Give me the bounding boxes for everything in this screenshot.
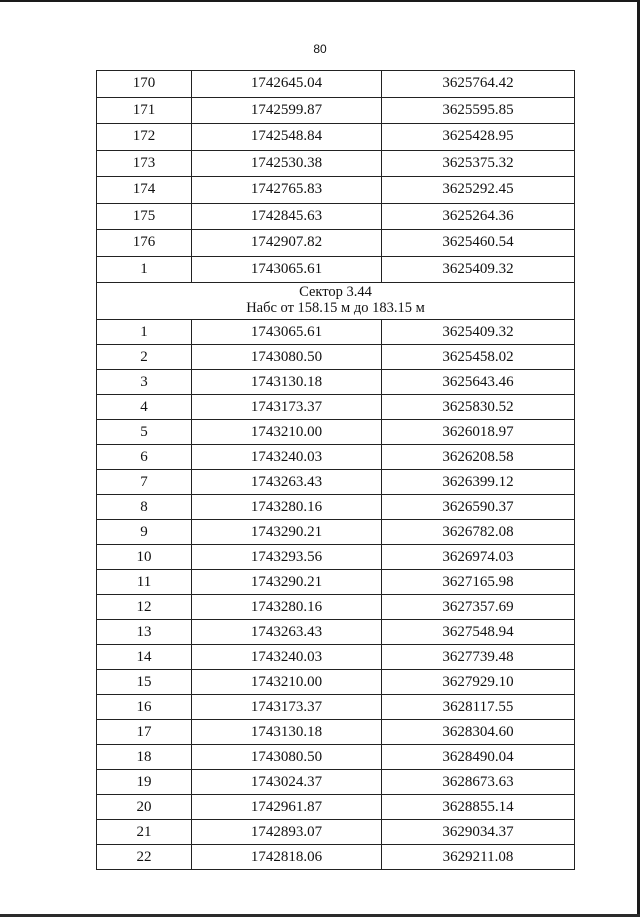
- y-coordinate-cell: 3627357.69: [382, 595, 575, 620]
- table-row: [97, 150, 575, 177]
- table-body-before: [97, 71, 575, 283]
- y-coordinate-cell: 3625460.54: [382, 230, 575, 257]
- point-number-cell: 4: [97, 395, 192, 420]
- y-coordinate-cell: 3625409.32: [382, 320, 575, 345]
- sector-header-row: [97, 283, 575, 320]
- point-number-cell: 13: [97, 620, 192, 645]
- x-coordinate-cell: 1742818.06: [192, 845, 382, 870]
- y-coordinate-cell: 3628673.63: [382, 770, 575, 795]
- x-coordinate-cell: 1742893.07: [192, 820, 382, 845]
- table-row: [97, 470, 575, 495]
- table-row: [97, 595, 575, 620]
- sector-range: Набс от 158.15 м до 183.15 м: [246, 300, 425, 316]
- point-number-cell: 170: [97, 71, 192, 98]
- scan-border-top: [0, 0, 640, 2]
- x-coordinate-cell: 1742530.38: [192, 150, 382, 177]
- point-number-cell: 1: [97, 256, 192, 283]
- point-number-cell: 10: [97, 545, 192, 570]
- point-number-cell: 20: [97, 795, 192, 820]
- x-coordinate-cell: 1743210.00: [192, 420, 382, 445]
- table-row: [97, 745, 575, 770]
- point-number-cell: 174: [97, 177, 192, 204]
- point-number-cell: 11: [97, 570, 192, 595]
- y-coordinate-cell: 3625292.45: [382, 177, 575, 204]
- coordinates-table: [96, 70, 575, 870]
- point-number-cell: 7: [97, 470, 192, 495]
- sector-header-cell: [97, 283, 575, 320]
- x-coordinate-cell: 1743065.61: [192, 320, 382, 345]
- y-coordinate-cell: 3626208.58: [382, 445, 575, 470]
- x-coordinate-cell: 1743240.03: [192, 645, 382, 670]
- point-number-cell: 1: [97, 320, 192, 345]
- y-coordinate-cell: 3627739.48: [382, 645, 575, 670]
- table-row: [97, 97, 575, 124]
- table-row: [97, 670, 575, 695]
- point-number-cell: 9: [97, 520, 192, 545]
- x-coordinate-cell: 1743210.00: [192, 670, 382, 695]
- y-coordinate-cell: 3625764.42: [382, 71, 575, 98]
- y-coordinate-cell: 3626018.97: [382, 420, 575, 445]
- table-row: [97, 820, 575, 845]
- table-row: [97, 256, 575, 283]
- x-coordinate-cell: 1743024.37: [192, 770, 382, 795]
- x-coordinate-cell: 1742961.87: [192, 795, 382, 820]
- point-number-cell: 22: [97, 845, 192, 870]
- point-number-cell: 19: [97, 770, 192, 795]
- table-body-after: [97, 320, 575, 870]
- point-number-cell: 175: [97, 203, 192, 230]
- x-coordinate-cell: 1743293.56: [192, 545, 382, 570]
- table-row: [97, 320, 575, 345]
- table-row: [97, 71, 575, 98]
- point-number-cell: 172: [97, 124, 192, 151]
- sector-title: Сектор 3.44: [299, 284, 372, 301]
- point-number-cell: 12: [97, 595, 192, 620]
- point-number-cell: 2: [97, 345, 192, 370]
- x-coordinate-cell: 1742907.82: [192, 230, 382, 257]
- x-coordinate-cell: 1743080.50: [192, 745, 382, 770]
- x-coordinate-cell: 1743290.21: [192, 570, 382, 595]
- point-number-cell: 21: [97, 820, 192, 845]
- table-row: [97, 645, 575, 670]
- table-row: [97, 620, 575, 645]
- y-coordinate-cell: 3628490.04: [382, 745, 575, 770]
- x-coordinate-cell: 1743173.37: [192, 395, 382, 420]
- x-coordinate-cell: 1742599.87: [192, 97, 382, 124]
- x-coordinate-cell: 1743290.21: [192, 520, 382, 545]
- table-row: [97, 230, 575, 257]
- y-coordinate-cell: 3625409.32: [382, 256, 575, 283]
- table-row: [97, 695, 575, 720]
- point-number-cell: 18: [97, 745, 192, 770]
- x-coordinate-cell: 1743130.18: [192, 370, 382, 395]
- table-row: [97, 395, 575, 420]
- y-coordinate-cell: 3625375.32: [382, 150, 575, 177]
- table-row: [97, 203, 575, 230]
- y-coordinate-cell: 3627548.94: [382, 620, 575, 645]
- y-coordinate-cell: 3625595.85: [382, 97, 575, 124]
- table-row: [97, 795, 575, 820]
- y-coordinate-cell: 3625428.95: [382, 124, 575, 151]
- y-coordinate-cell: 3628304.60: [382, 720, 575, 745]
- point-number-cell: 5: [97, 420, 192, 445]
- y-coordinate-cell: 3629034.37: [382, 820, 575, 845]
- point-number-cell: 6: [97, 445, 192, 470]
- point-number-cell: 176: [97, 230, 192, 257]
- table-row: [97, 545, 575, 570]
- table-row: [97, 370, 575, 395]
- table-row: [97, 495, 575, 520]
- table-row: [97, 520, 575, 545]
- table-row: [97, 570, 575, 595]
- y-coordinate-cell: 3625264.36: [382, 203, 575, 230]
- x-coordinate-cell: 1742765.83: [192, 177, 382, 204]
- table-row: [97, 770, 575, 795]
- table-row: [97, 720, 575, 745]
- x-coordinate-cell: 1743280.16: [192, 495, 382, 520]
- y-coordinate-cell: 3626590.37: [382, 495, 575, 520]
- y-coordinate-cell: 3627165.98: [382, 570, 575, 595]
- point-number-cell: 173: [97, 150, 192, 177]
- table-row: [97, 445, 575, 470]
- table-row: [97, 345, 575, 370]
- y-coordinate-cell: 3627929.10: [382, 670, 575, 695]
- page-number: 80: [313, 42, 327, 56]
- point-number-cell: 17: [97, 720, 192, 745]
- point-number-cell: 171: [97, 97, 192, 124]
- y-coordinate-cell: 3628855.14: [382, 795, 575, 820]
- x-coordinate-cell: 1743280.16: [192, 595, 382, 620]
- y-coordinate-cell: 3625643.46: [382, 370, 575, 395]
- y-coordinate-cell: 3629211.08: [382, 845, 575, 870]
- point-number-cell: 16: [97, 695, 192, 720]
- point-number-cell: 14: [97, 645, 192, 670]
- table-row: [97, 124, 575, 151]
- y-coordinate-cell: 3628117.55: [382, 695, 575, 720]
- x-coordinate-cell: 1742645.04: [192, 71, 382, 98]
- table-row: [97, 177, 575, 204]
- point-number-cell: 15: [97, 670, 192, 695]
- y-coordinate-cell: 3626782.08: [382, 520, 575, 545]
- x-coordinate-cell: 1742548.84: [192, 124, 382, 151]
- x-coordinate-cell: 1743240.03: [192, 445, 382, 470]
- x-coordinate-cell: 1743130.18: [192, 720, 382, 745]
- sector-header-body: [97, 283, 575, 320]
- table-row: [97, 420, 575, 445]
- point-number-cell: 3: [97, 370, 192, 395]
- y-coordinate-cell: 3625458.02: [382, 345, 575, 370]
- point-number-cell: 8: [97, 495, 192, 520]
- x-coordinate-cell: 1743263.43: [192, 470, 382, 495]
- y-coordinate-cell: 3625830.52: [382, 395, 575, 420]
- table-row: [97, 845, 575, 870]
- x-coordinate-cell: 1743065.61: [192, 256, 382, 283]
- y-coordinate-cell: 3626399.12: [382, 470, 575, 495]
- y-coordinate-cell: 3626974.03: [382, 545, 575, 570]
- x-coordinate-cell: 1743080.50: [192, 345, 382, 370]
- x-coordinate-cell: 1743173.37: [192, 695, 382, 720]
- x-coordinate-cell: 1742845.63: [192, 203, 382, 230]
- x-coordinate-cell: 1743263.43: [192, 620, 382, 645]
